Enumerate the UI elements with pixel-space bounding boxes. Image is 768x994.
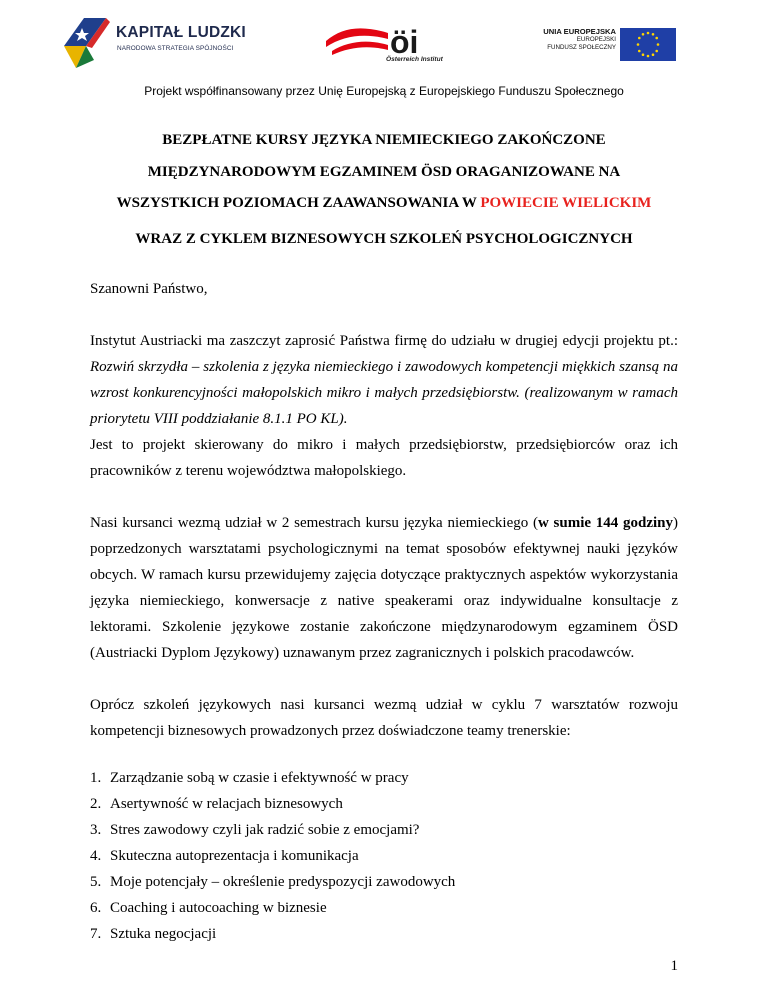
- list-item: [90, 895, 678, 921]
- cofinancing-statement: Projekt współfinansowany przez Unię Europejską z Europejskiego Funduszu Społecznego: [144, 84, 624, 98]
- list-item-number: 7.: [90, 925, 102, 942]
- project-program-note: (realizowanym w ramach priorytetu VIII poddziałanie 8.1.1 PO KL).: [90, 384, 679, 427]
- headline-line-3-prefix: WSZYSTKICH POZIOMACH ZAAWANSOWANIA W: [116, 195, 481, 211]
- list-item-number: 5.: [90, 873, 102, 890]
- list-item-text: Zarządzanie sobą w czasie i efektywność w pracy: [110, 769, 409, 786]
- para2-before: Nasi kursanci wezmą udział w 2 semestrach kursu języka niemieckiego (: [90, 514, 538, 531]
- list-item-number: 3.: [90, 821, 102, 838]
- kapital-ludzki-subtitle: NARODOWA STRATEGIA SPÓJNOŚCI: [117, 45, 234, 52]
- eu-flag-icon: [620, 28, 676, 61]
- european-union-logo: [543, 24, 676, 64]
- list-item: [90, 921, 678, 947]
- header-logos: [0, 0, 768, 75]
- total-hours: w sumie 144 godziny: [537, 514, 673, 531]
- project-title: Rozwiń skrzydła – szkolenia z języka niemieckiego i zawodowych kompetencji miękkich szansą na wzrost konkurencyjności małopolskich mikro i małych przedsiębiorstw.: [90, 358, 678, 401]
- document-body: [90, 125, 678, 947]
- list-item-text: Stres zawodowy czyli jak radzić sobie z emocjami?: [110, 821, 420, 838]
- page-number: 1: [670, 958, 678, 974]
- salutation: Szanowni Państwo,: [90, 280, 208, 297]
- workshop-list: [90, 765, 678, 947]
- headline-highlight-location: POWIECIE WIELICKIM: [480, 195, 652, 211]
- list-item-text: Sztuka negocjacji: [110, 925, 217, 942]
- list-item-text: Asertywność w relacjach biznesowych: [110, 795, 343, 812]
- eu-line2: EUROPEJSKI: [576, 36, 616, 43]
- eu-line3: FUNDUSZ SPOŁECZNY: [547, 44, 616, 51]
- paragraph-project-invitation: [90, 328, 678, 432]
- para1-intro: Instytut Austriacki ma zaszczyt zaprosić Państwa firmę do udziału w drugiej edycji projektu pt.:: [90, 332, 678, 349]
- osterreich-institut-logo: [322, 17, 442, 67]
- list-item: [90, 791, 678, 817]
- eu-line1: UNIA EUROPEJSKA: [543, 27, 616, 36]
- list-item-text: Coaching i autocoaching w biznesie: [110, 899, 327, 916]
- headline-line-1: BEZPŁATNE KURSY JĘZYKA NIEMIECKIEGO ZAKOŃCZONE: [162, 132, 606, 148]
- kapital-ludzki-title: KAPITAŁ LUDZKI: [116, 24, 246, 41]
- list-item: [90, 765, 678, 791]
- subheading: WRAZ Z CYKLEM BIZNESOWYCH SZKOLEŃ PSYCHOLOGICZNYCH: [135, 230, 633, 247]
- headline-line-2: MIĘDZYNARODOWYM EGZAMINEM ÖSD ORAGANIZOWANE NA: [147, 163, 621, 180]
- list-item: [90, 817, 678, 843]
- paragraph-workshops-intro: Oprócz szkoleń językowych nasi kursanci wezmą udział w cyklu 7 warsztatów rozwoju kompetencji biznesowych prowadzonych przez doświadczone teamy trenerskie:: [90, 696, 678, 739]
- list-item-number: 1.: [90, 769, 102, 786]
- osterreich-institut-caption: Österreich Institut: [386, 56, 443, 63]
- list-item-text: Moje potencjały – określenie predyspozycji zawodowych: [110, 873, 456, 890]
- list-item: [90, 869, 678, 895]
- headline-line-3: [90, 188, 678, 220]
- paragraph-target-group: Jest to projekt skierowany do mikro i małych przedsiębiorstw, przedsiębiorców oraz ich pracowników z terenu województwa małopolskiego.: [90, 436, 678, 479]
- paragraph-language-course: [90, 510, 678, 666]
- list-item-text: Skuteczna autoprezentacja i komunikacja: [110, 847, 359, 864]
- list-item-number: 4.: [90, 847, 102, 864]
- headline: [90, 125, 678, 220]
- eu-text: [543, 28, 616, 52]
- list-item-number: 2.: [90, 795, 102, 812]
- kapital-ludzki-emblem-icon: [62, 16, 112, 70]
- list-item-number: 6.: [90, 899, 102, 916]
- osterreich-institut-emblem-icon: [322, 17, 442, 57]
- kapital-ludzki-logo: [62, 12, 246, 70]
- para2-after: ) poprzedzonych warsztatami psychologicznymi na temat sposobów efektywnej nauki języków obcych. W ramach kursu przewidujemy zajęcia dotyczące praktycznych aspektów wykorzystania języka niemieckiego, konwersacje z native speakerami oraz indywidualne konsultacje z lektorami. Szkolenie językowe zostanie zakończone międzynarodowym egzaminem ÖSD (Austriacki Dyplom Językowy) uznawanym przez zagranicznych i polskich pracodawców.: [90, 514, 678, 661]
- oi-mark: öi: [390, 24, 419, 57]
- list-item: [90, 843, 678, 869]
